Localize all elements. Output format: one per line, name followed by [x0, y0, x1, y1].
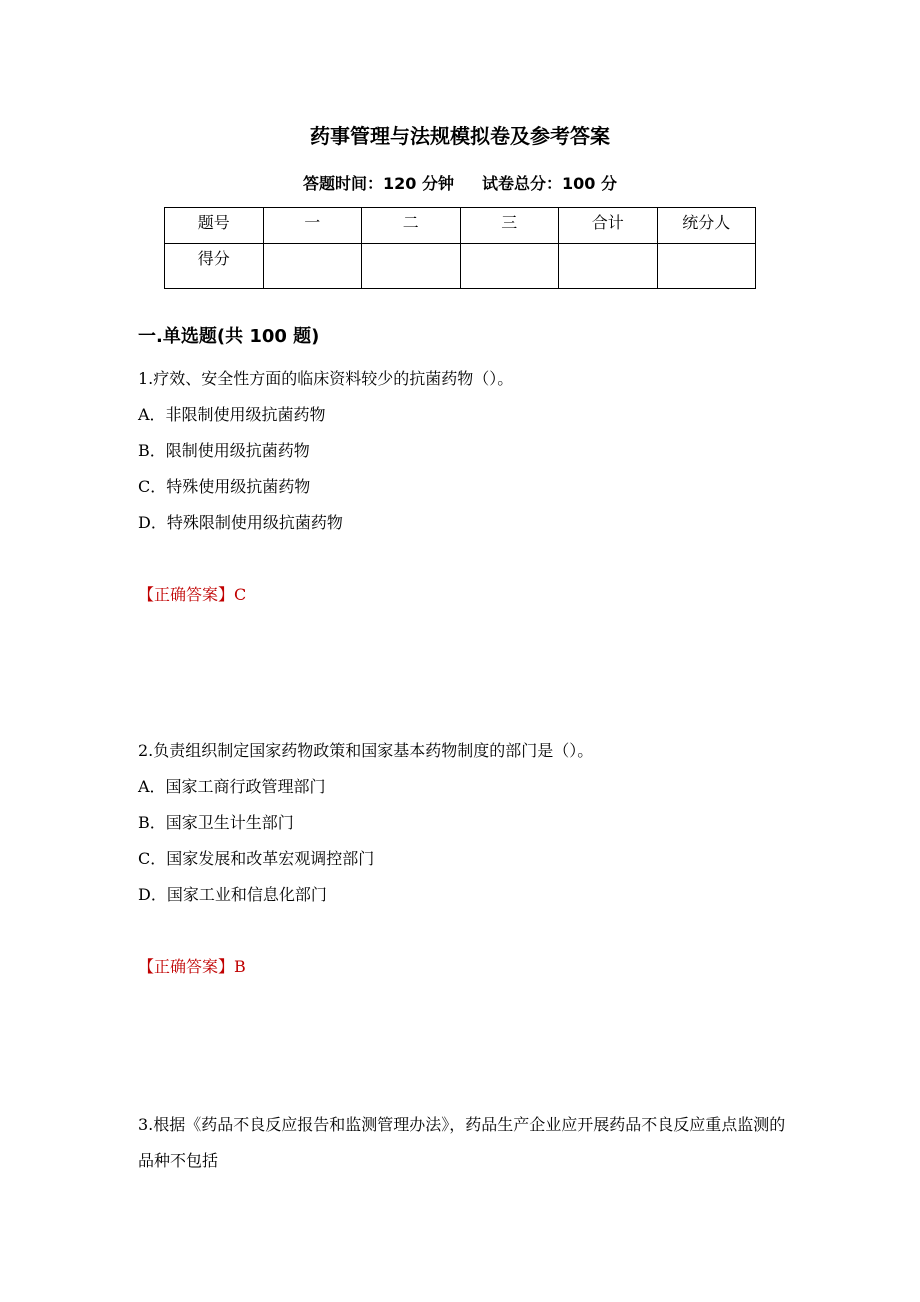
score-header-cell: 二	[362, 208, 461, 244]
exam-total-score: 试卷总分：100 分	[482, 174, 617, 193]
answer-value: B	[234, 957, 246, 976]
option-b: B．限制使用级抗菌药物	[138, 441, 310, 460]
score-cell	[559, 244, 658, 289]
question-stem: 3.根据《药品不良反应报告和监测管理办法》，药品生产企业应开展药品不良反应重点监测的品种不包括	[138, 1115, 786, 1170]
score-table	[164, 207, 756, 289]
option-c: C．国家发展和改革宏观调控部门	[138, 849, 375, 868]
score-header-cell: 一	[263, 208, 362, 244]
option-b: B．国家卫生计生部门	[138, 813, 294, 832]
score-header-cell: 合计	[559, 208, 658, 244]
score-table-score-row	[165, 244, 756, 289]
option-d: D．特殊限制使用级抗菌药物	[138, 513, 343, 532]
correct-answer	[138, 577, 798, 613]
question-1	[138, 361, 798, 629]
answer-label: 【正确答案】	[138, 585, 235, 604]
answer-label: 【正确答案】	[138, 957, 235, 976]
score-header-cell: 题号	[165, 208, 264, 244]
section-heading: 一.单选题(共 100 题)	[138, 326, 320, 347]
score-cell	[657, 244, 756, 289]
option-c: C．特殊使用级抗菌药物	[138, 477, 311, 496]
score-header-cell: 统分人	[657, 208, 756, 244]
option-d: D．国家工业和信息化部门	[138, 885, 327, 904]
option-a: A．国家工商行政管理部门	[138, 777, 326, 796]
score-row-label: 得分	[165, 244, 264, 289]
exam-meta	[0, 171, 920, 194]
correct-answer	[138, 949, 798, 985]
score-cell	[460, 244, 559, 289]
document-title: 药事管理与法规模拟卷及参考答案	[310, 124, 610, 148]
score-table-header-row	[165, 208, 756, 244]
answer-value: C	[234, 585, 247, 604]
question-3	[138, 1107, 788, 1179]
score-cell	[263, 244, 362, 289]
exam-time: 答题时间：120 分钟	[303, 174, 454, 193]
question-stem: 1.疗效、安全性方面的临床资料较少的抗菌药物（）。	[138, 369, 514, 388]
score-header-cell: 三	[460, 208, 559, 244]
score-cell	[362, 244, 461, 289]
question-2	[138, 733, 798, 1001]
question-stem: 2.负责组织制定国家药物政策和国家基本药物制度的部门是（）。	[138, 741, 594, 760]
option-a: A．非限制使用级抗菌药物	[138, 405, 326, 424]
